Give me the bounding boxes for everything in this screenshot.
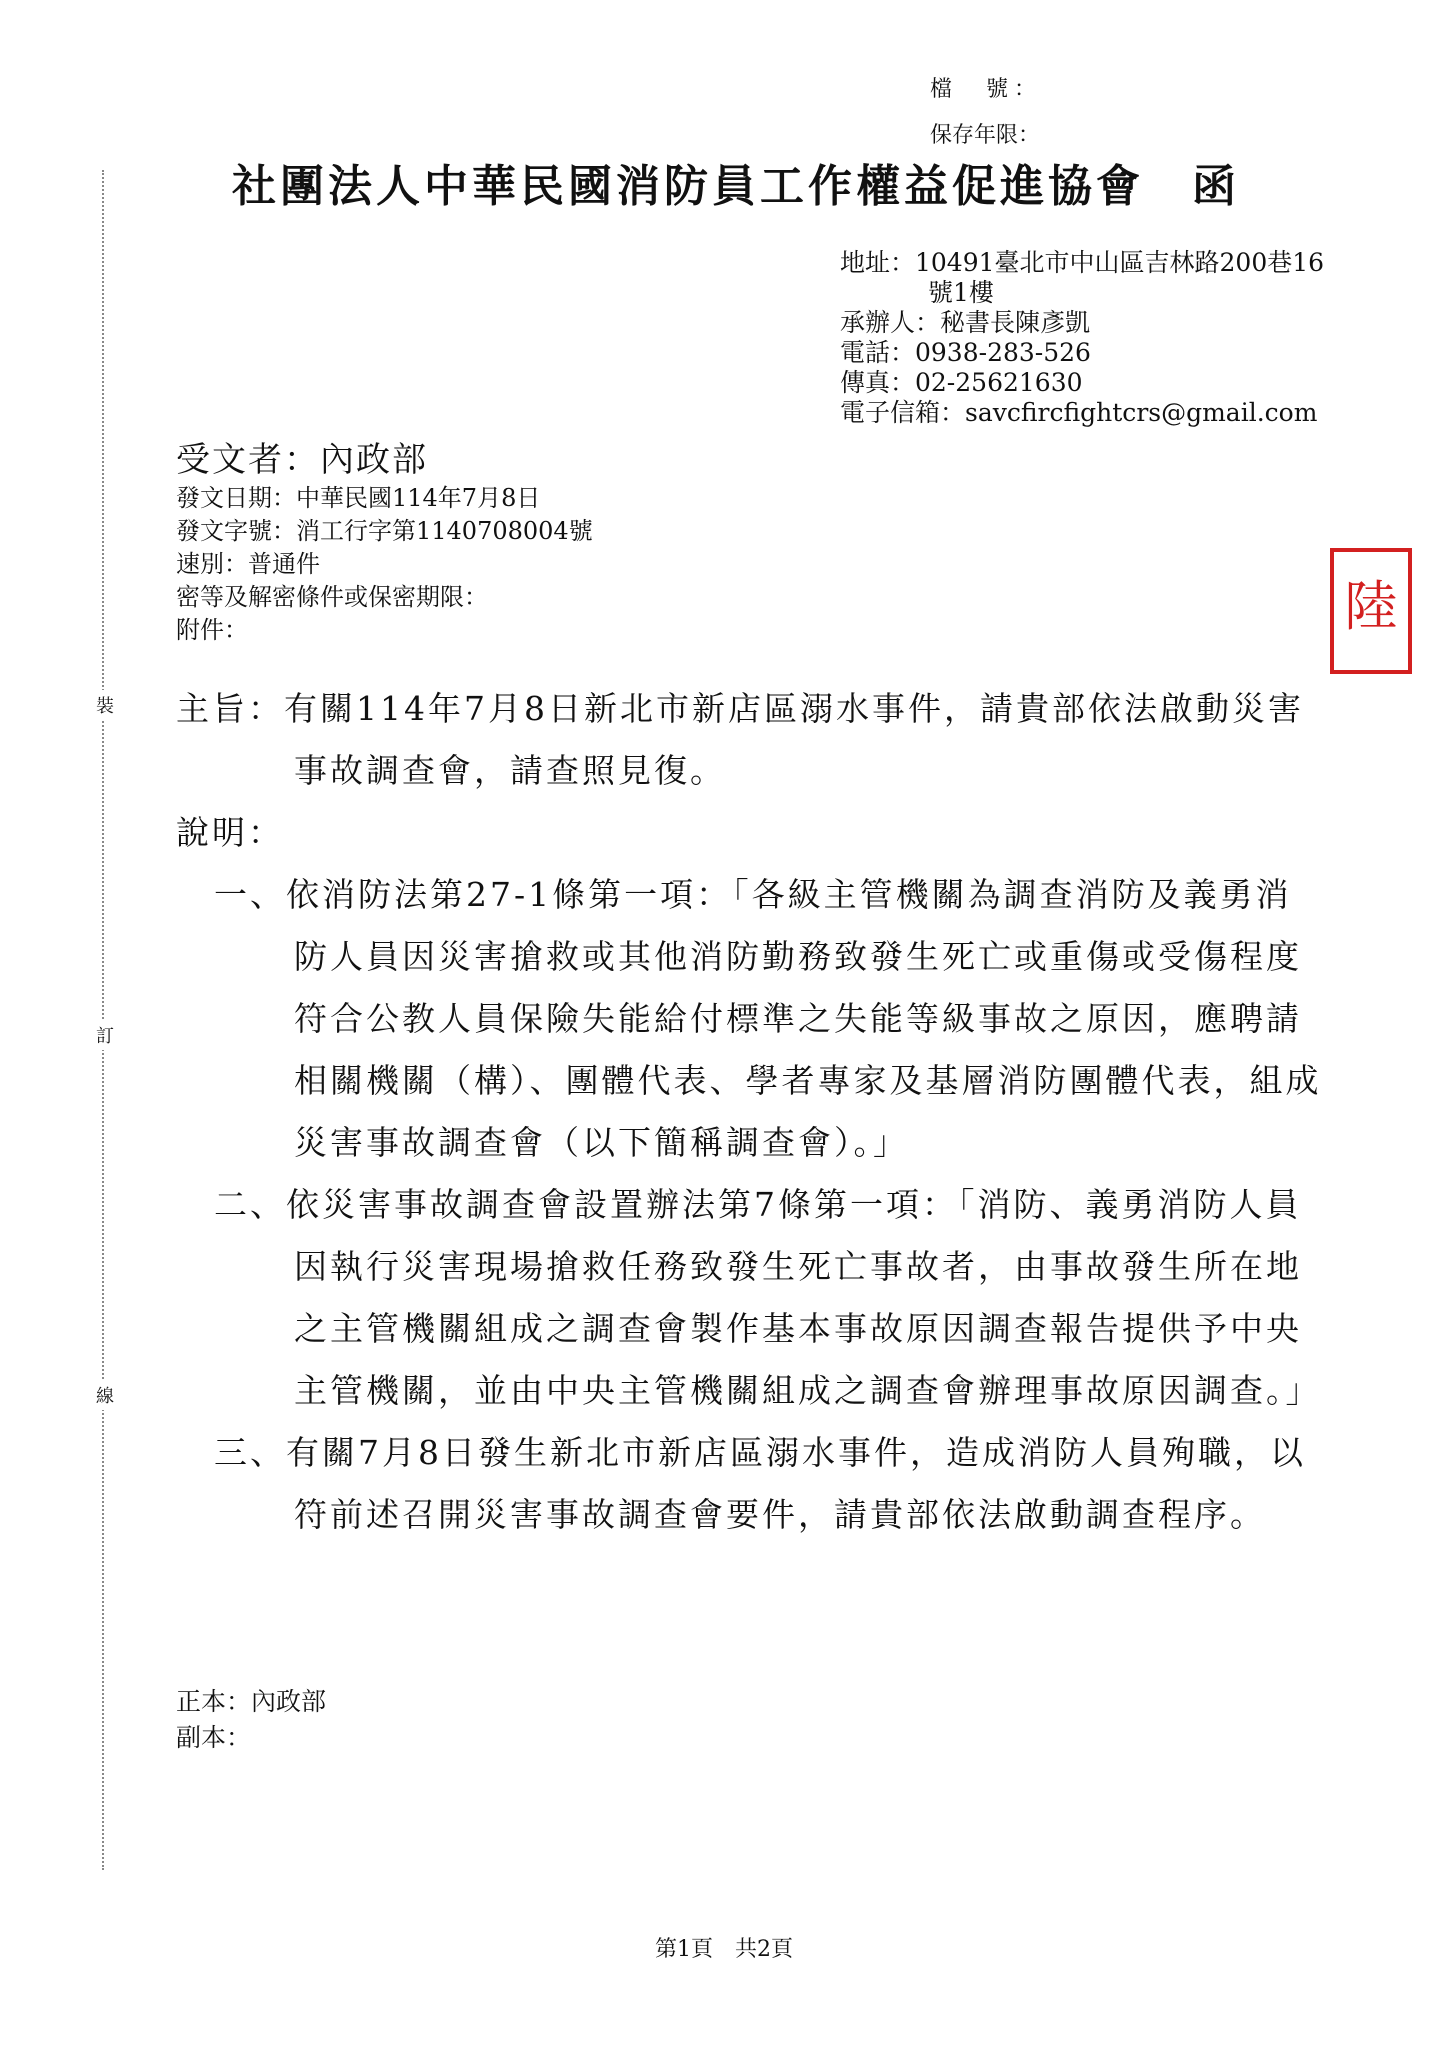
subject-paragraph: 主旨：有關114年7月8日新北市新店區溺水事件，請貴部依法啟動災害事故調查會，請查照見復。 (176, 689, 1304, 790)
explanation-item-1: 一、依消防法第27-1條第一項：「各級主管機關為調查消防及義勇消防人員因災害搶救或其他消防勤務致發生死亡或重傷或受傷程度符合公教人員保險失能給付標準之失能等級事故之原因，應聘請相關機關（構）、團體代表、學者專家及基層消防團體代表，組成災害事故調查會（以下簡稱調查會）。」 (214, 875, 1322, 1162)
page-footer: 第1頁 共2頁 (655, 1937, 793, 1962)
explanation-item-3: 三、有關7月8日發生新北市新店區溺水事件，造成消防人員殉職，以符前述召開災害事故調查會要件，請貴部依法啟動調查程序。 (214, 1433, 1306, 1534)
retention-period-label: 保存年限： (930, 123, 1041, 148)
delivery-speed: 速別：普通件 (176, 550, 320, 578)
original-recipient: 正本：內政部 (176, 1687, 327, 1716)
recipient: 受文者：內政部 (176, 440, 428, 480)
sender-contact: 承辦人：秘書長陳彥凱 (840, 308, 1091, 337)
sender-address: 地址：10491臺北市中山區吉林路200巷16 (840, 248, 1325, 277)
secrecy-level: 密等及解密條件或保密期限： (176, 583, 488, 611)
red-seal-stamp: 陸 (1330, 548, 1412, 674)
binding-label-staple: 訂 (96, 1020, 114, 1050)
explanation-title: 說明： (176, 813, 284, 852)
sender-email: 電子信箱：savcfircfightcrs@gmail.com (840, 398, 1318, 427)
file-number-label: 檔 號： (930, 77, 1043, 102)
copies-section (176, 1684, 326, 1756)
binding-label-line: 線 (96, 1380, 114, 1410)
binding-label-bind: 裝 (96, 690, 114, 720)
sender-phone: 電話：0938-283-526 (840, 338, 1091, 367)
document-body (176, 678, 1326, 1546)
copy-recipient: 副本： (176, 1723, 252, 1752)
sender-address-cont: 號1樓 (928, 278, 994, 307)
issue-date: 發文日期：中華民國114年7月8日 (176, 484, 541, 512)
document-number: 發文字號：消工行字第1140708004號 (176, 517, 593, 545)
document-title: 社團法人中華民國消防員工作權益促進協會 函 (232, 161, 1240, 212)
sender-fax: 傳真：02-25621630 (840, 368, 1083, 397)
attachment-label: 附件： (176, 616, 248, 644)
explanation-item-2: 二、依災害事故調查會設置辦法第7條第一項：「消防、義勇消防人員因執行災害現場搶救任務致發生死亡事故者，由事故發生所在地之主管機關組成之調查會製作基本事故原因調查報告提供予中央主管機關，並由中央主管機關組成之調查會辦理事故原因調查。」 (214, 1185, 1322, 1410)
sender-info (840, 248, 1324, 428)
document-meta (176, 482, 593, 647)
